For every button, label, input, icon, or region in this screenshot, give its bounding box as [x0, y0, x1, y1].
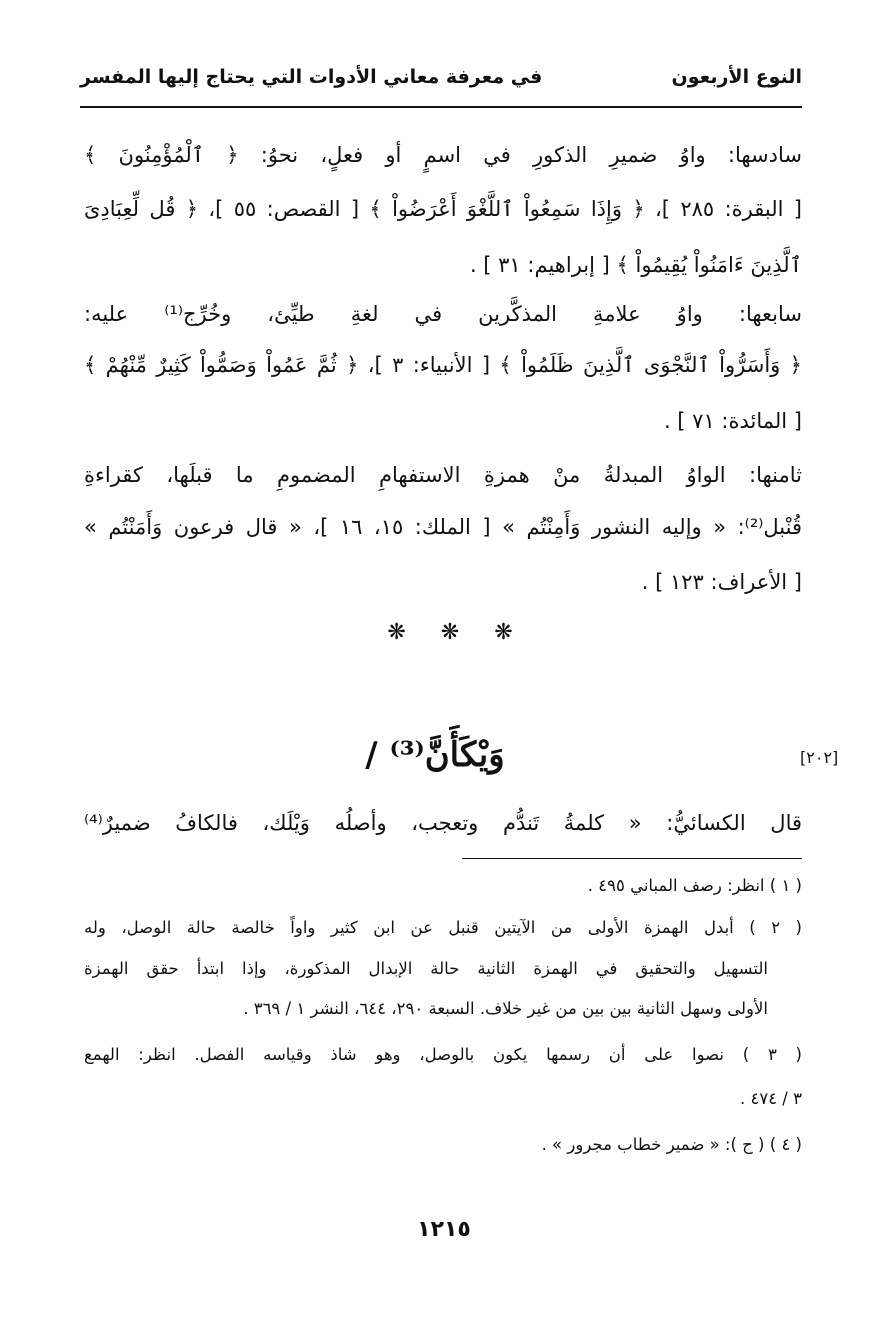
section-separator: ❋ ❋ ❋ — [387, 620, 513, 645]
footnote-line: ( ٢ ) أبدل الهمزة الأولى من الآيتين قنبل عن ابن كثير واواً خالصة حالة الوصل، وله — [84, 918, 802, 937]
footnote-line: ٣ / ٤٧٤ . — [739, 1089, 802, 1108]
body-line: سادسها: واوُ ضميرِ الذكورِ في اسمٍ أو فعلٍ، نحوُ: ﴿ ٱلْمُؤْمِنُونَ ﴾ — [84, 143, 802, 167]
entry-first-line: قال الكسائيُّ: « كلمةُ تَندُّم وتعجب، وأصلُه وَيْلَك، فالكافُ ضميرٌ⁽⁴⁾ — [84, 811, 802, 835]
footnote-line: ( ٤ ) ( ح ): « ضمير خطاب مجرور » . — [541, 1135, 802, 1154]
footnote-line: ( ٣ ) نصوا على أن رسمها يكون بالوصل، وهو شاذ وقياسه الفصل. انظر: الهمع — [84, 1045, 802, 1064]
body-line: سابعها: واوُ علامةِ المذكَّرين في لغةِ طيِّئ، وخُرِّج⁽¹⁾ عليه: — [84, 302, 802, 326]
body-line: ﴿ وَأَسَرُّواْ ٱلنَّجْوَى ٱلَّذِينَ ظَلَمُواْ ﴾ [ الأنبياء: ٣ ]، ﴿ ثُمَّ عَمُواْ وَصَمُّواْ كَثِيرٌ مِّنْهُمْ ﴾ — [84, 353, 802, 377]
entry-title: وَيْكَأَنَّ⁽³⁾ / — [365, 735, 505, 775]
body-line: [ المائدة: ٧١ ] . — [663, 409, 802, 433]
body-line: ٱلَّذِينَ ءَامَنُواْ يُقِيمُواْ ﴾ [ إبراهيم: ٣١ ] . — [469, 253, 802, 277]
footnote-line: ( ١ ) انظر: رصف المباني ٤٩٥ . — [587, 876, 802, 895]
body-line: ثامنها: الواوُ المبدلةُ منْ همزةِ الاستفهامِ المضمومِ ما قبلَها، كقراءةِ — [84, 463, 802, 487]
chapter-heading: النوع الأربعون — [671, 66, 802, 88]
footnote-line: التسهيل والتحقيق في الهمزة الثانية حالة الإبدال المذكورة، وإذا ابتدأ حقق الهمزة — [84, 959, 768, 978]
running-head — [80, 66, 802, 106]
header-rule — [80, 106, 802, 108]
body-line: قُنْبل⁽²⁾: « وإليه النشور وَأَمِنْتُم » [ الملك: ١٥، ١٦ ]، « قال فرعون وَأَمَنْتُم » — [84, 515, 803, 539]
body-line: [ الأعراف: ١٢٣ ] . — [641, 570, 802, 594]
footnote-line: الأولى وسهل الثانية بين بين من غير خلاف. السبعة ٢٩٠، ٦٤٤، النشر ١ / ٣٦٩ . — [243, 999, 768, 1018]
section-heading: في معرفة معاني الأدوات التي يحتاج إليها المفسر — [80, 66, 543, 88]
footnote-rule — [462, 858, 802, 859]
entry-number: [٢٠٢] — [800, 748, 839, 767]
body-line: [ البقرة: ٢٨٥ ]، ﴿ وَإِذَا سَمِعُواْ ٱللَّغْوَ أَعْرَضُواْ ﴾ [ القصص: ٥٥ ]، ﴿ قُل لِّعِبَادِىَ — [84, 197, 802, 221]
page-number: ١٢١٥ — [417, 1217, 471, 1242]
